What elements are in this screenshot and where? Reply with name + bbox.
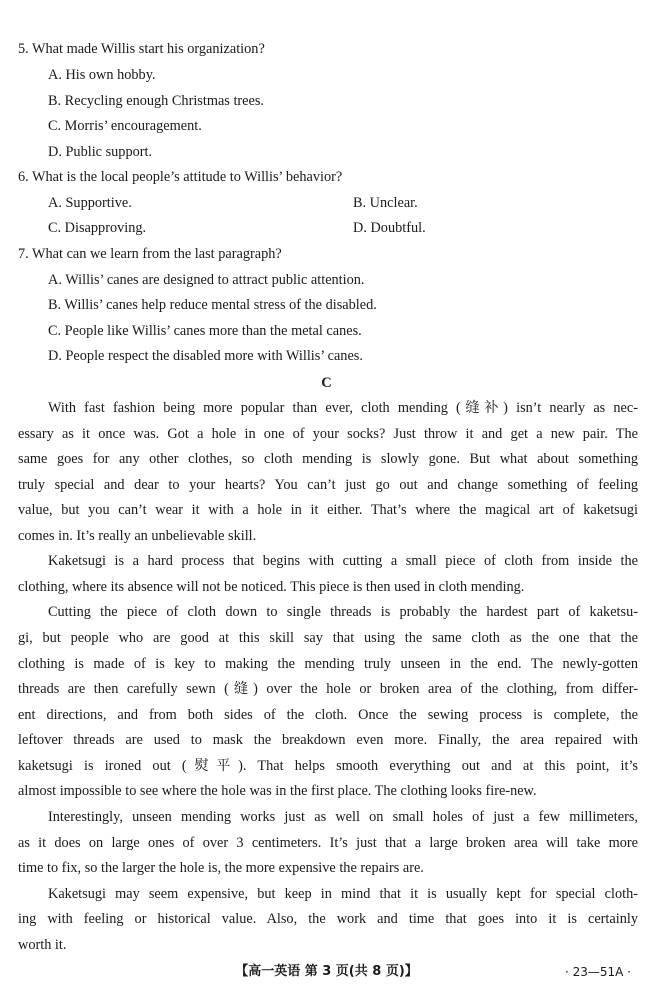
passage-line: clothing is made of is key to making the mending truly unseen in the end. The newly-gotten — [18, 656, 638, 672]
passage-line: ing with feeling or historical value. Also, the work and time that goes into it is certainly — [18, 911, 638, 927]
passage-line: worth it. — [18, 937, 67, 953]
section-heading: C — [321, 375, 332, 391]
question-7-option-c: C. People like Willis’ canes more than the metal canes. — [48, 323, 362, 339]
question-7-option-b: B. Willis’ canes help reduce mental stress of the disabled. — [48, 297, 377, 313]
passage-line: Kaketsugi is a hard process that begins with cutting a small piece of cloth from inside the — [48, 553, 638, 569]
footer-exam-code: · 23—51A · — [564, 965, 631, 979]
passage-line: as it does on large ones of over 3 centimeters. It’s just that a large broken area will take more — [18, 835, 638, 851]
passage-line: clothing, where its absence will not be noticed. This piece is then used in cloth mending. — [18, 579, 525, 595]
passage-line: value, but you can’t wear it with a hole in it either. That’s where the magical art of kaketsugi — [18, 502, 638, 518]
question-6-option-d: D. Doubtful. — [353, 220, 426, 236]
passage-line: Kaketsugi may seem expensive, but keep in mind that it is usually kept for special cloth- — [48, 886, 638, 902]
passage-line: time to fix, so the larger the hole is, the more expensive the repairs are. — [18, 860, 424, 876]
question-7-option-d: D. People respect the disabled more with Willis’ canes. — [48, 348, 363, 364]
passage-line: With fast fashion being more popular than ever, cloth mending (缝补) isn’t nearly as nec- — [48, 400, 638, 416]
passage-line: gi, but people who are good at this skill say that using the same cloth as the one that the — [18, 630, 638, 646]
passage-line: kaketsugi is ironed out (熨平). That helps smooth everything out and at this point, it’s — [18, 758, 638, 774]
question-5-option-c: C. Morris’ encouragement. — [48, 118, 202, 134]
question-6-option-b: B. Unclear. — [353, 195, 418, 211]
page-footer — [0, 962, 653, 982]
passage-line: comes in. It’s really an unbelievable skill. — [18, 528, 257, 544]
passage-line: essary as it once was. Got a hole in one of your socks? Just throw it and get a new pair. The — [18, 426, 638, 442]
passage-line: threads are then carefully sewn (缝) over the hole or broken area of the clothing, from differ- — [18, 681, 638, 697]
question-5-option-d: D. Public support. — [48, 144, 153, 160]
question-7-option-a: A. Willis’ canes are designed to attract public attention. — [48, 272, 365, 288]
question-5-option-b: B. Recycling enough Christmas trees. — [48, 93, 265, 109]
passage-line: ent directions, and from both sides of the cloth. Once the sewing process is complete, the — [18, 707, 638, 723]
passage-line: leftover threads are used to mask the breakdown even more. Finally, the area repaired with — [18, 732, 638, 748]
passage-line: same goes for any other clothes, so cloth mending is slowly gone. But what about something — [18, 451, 638, 467]
question-6-stem: 6. What is the local people’s attitude to Willis’ behavior? — [18, 169, 343, 185]
passage-line: truly special and dear to your hearts? You can’t just go out and change something of feeling — [18, 477, 638, 493]
passage-line: almost impossible to see where the hole was in the first place. The clothing looks fire-new. — [18, 783, 537, 799]
passage-line: Cutting the piece of cloth down to single threads is probably the hardest part of kaketsu- — [48, 604, 638, 620]
question-5-option-a: A. His own hobby. — [48, 67, 156, 83]
passage-line: Interestingly, unseen mending works just as well on small holes of just a few millimeters, — [48, 809, 638, 825]
question-6-option-a: A. Supportive. — [48, 195, 132, 211]
question-6-option-c: C. Disapproving. — [48, 220, 147, 236]
footer-page-info: 【高一英语 第 3 页(共 8 页)】 — [235, 964, 418, 979]
question-5-stem: 5. What made Willis start his organization? — [18, 41, 265, 57]
question-7-stem: 7. What can we learn from the last paragraph? — [18, 246, 282, 262]
